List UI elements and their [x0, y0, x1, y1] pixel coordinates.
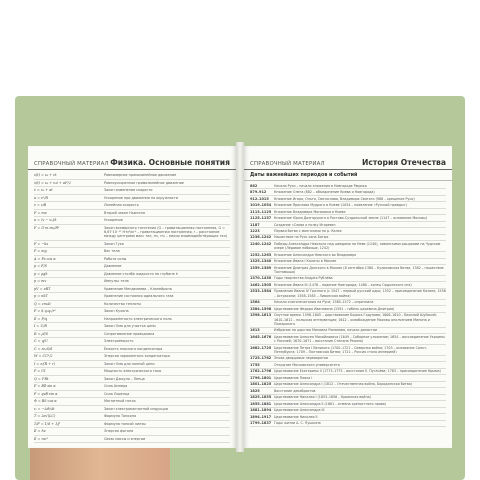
history-year: 1533–1584 — [250, 289, 272, 294]
formula-row — [34, 172, 230, 180]
formula: p = ρgh — [34, 271, 48, 276]
formula-row — [34, 316, 230, 324]
history-year: 1725–1762 — [250, 356, 272, 361]
history-event: Годы творчества Андрея Рублёва — [274, 276, 333, 281]
history-event: Княжение Юрия Долгорукого в Ростово-Суздальской земле (1147 – основание Москвы) — [274, 216, 427, 221]
formula-row — [34, 391, 230, 399]
history-event: Открытие Московского университета — [274, 362, 340, 367]
history-row — [250, 313, 446, 328]
formula-row — [34, 293, 230, 301]
formula-description: Давление столба жидкости на глубине h — [104, 271, 178, 276]
formula: T = 2π√(LC) — [34, 414, 56, 419]
formula: E = F/q — [34, 316, 48, 321]
formula-row — [34, 195, 230, 203]
formula: E = mc² — [34, 436, 48, 441]
history-year: 1755 — [250, 362, 260, 367]
formula: C = q/U — [34, 339, 48, 344]
history-year: 1825 — [250, 388, 260, 393]
history-year: 1236–1242 — [250, 235, 272, 240]
history-year: 1825–1855 — [250, 395, 272, 400]
history-year: 1113–1125 — [250, 209, 272, 214]
history-year: 1584–1598 — [250, 306, 272, 311]
formula-description: Мощность электрического тока — [104, 369, 162, 374]
formula-row — [34, 202, 230, 210]
formula-description: Электроёмкость — [104, 339, 134, 344]
formula-description: Сила Лоренца — [104, 391, 130, 396]
formula-description: Закон изменения скорости — [104, 188, 153, 192]
formula-row — [34, 210, 230, 218]
history-event: Царствование Петра I Великого (1700–1721 – Северная война; 1703 – основание Санкт-Петербурга; 1709 – Полтавская битва; 1721 – Россия стала империей) — [274, 345, 428, 354]
history-event: Царствование Александра I (1812 – Отечественная война, Бородинская битва) — [274, 382, 413, 387]
formula-row — [34, 428, 230, 436]
history-year: 1187 — [250, 222, 260, 227]
formula: pV = νRT — [34, 286, 51, 291]
formula-description: Вес тела — [104, 249, 120, 254]
formula: x(t) = x₀ + vt — [34, 173, 57, 177]
history-year: 1240–1242 — [250, 241, 272, 246]
formula-row — [34, 187, 230, 195]
history-event: Восстание декабристов — [274, 388, 316, 393]
formula-row — [34, 301, 230, 309]
history-event: Начало книгопечатания на Руси; 1565–1572 – опричнина — [274, 300, 374, 305]
formula-description: Сопротивление проводника — [104, 331, 155, 336]
left-page — [28, 146, 236, 448]
formula: εᵢ = −ΔΦ/Δt — [34, 406, 55, 411]
formula: Q = cmΔt — [34, 301, 51, 306]
formula: I = U/R — [34, 324, 47, 329]
history-row — [250, 345, 446, 356]
history-year: 1359–1389 — [250, 265, 272, 270]
history-year: 1613 — [250, 328, 260, 333]
history-year: 879–912 — [250, 190, 267, 195]
cover-illustration — [30, 448, 170, 480]
left-page-header — [28, 146, 236, 170]
formula: p = nkT — [34, 294, 48, 299]
formula-description: Равноускоренное прямолинейное движение — [104, 180, 184, 185]
history-row — [250, 241, 446, 252]
formula-description: Уравнение состояния идеального газа — [104, 294, 174, 299]
history-event: Годы жизни А. С. Пушкина — [274, 421, 321, 426]
formula-row — [34, 398, 230, 406]
formula: W = CU²/2 — [34, 354, 53, 359]
formula: F = qvB·sin α — [34, 391, 58, 396]
formula: x(t) = x₀ + v₀t + at²/2 — [34, 180, 71, 185]
formula-row — [34, 217, 230, 225]
formula-row — [34, 413, 230, 421]
history-event: Княжение Ивана I Калиты в Москве — [274, 259, 337, 264]
history-event: Нашествие на Русь хана Батыя — [274, 235, 329, 240]
history-year: 1855–1881 — [250, 401, 272, 406]
formula-description: Закон Джоуля – Ленца — [104, 376, 145, 381]
formula: p = mv — [34, 279, 47, 284]
formula: A = Fs·cos α — [34, 256, 56, 261]
history-row — [250, 265, 446, 276]
history-year: 1125–1157 — [250, 216, 272, 221]
history-event: Царствование Алексея Михайловича (1649 – Соборное уложение; 1654 – воссоединение Украины с Россией; 1670–1671 – восстание Степана Разина) — [274, 334, 445, 344]
formula-description: Магнитный поток — [104, 399, 136, 404]
history-event: Княжение Дмитрия Донского в Москве (8 сентября 1380 – Куликовская битва, 1382 – нашествие Тохтамыша) — [274, 265, 444, 274]
history-event: Царствование Николая I (1853–1856 – Крымская война) — [274, 395, 371, 400]
formula-description: Закон электромагнитной индукции — [104, 406, 168, 411]
history-event: Победы Александра Невского над шведами на Неве (1240), ливонскими рыцарями на Чудском озере (Ледовое побоище, 1242) — [274, 241, 441, 251]
history-year: 1762–1796 — [250, 369, 272, 374]
formula-description: Закон Гука — [104, 241, 124, 246]
formula-description: Равномерное прямолинейное движение — [104, 173, 177, 177]
history-event: Княжение Олега (882 – объединение Киева и Новгорода) — [274, 190, 375, 195]
formula: F = BIl·sin α — [34, 384, 56, 389]
formula-description: Закон Ома для участка цепи — [104, 324, 156, 329]
formula-description: Энергия заряженного конденсатора — [104, 354, 170, 359]
formula-row — [34, 361, 230, 369]
formula-description: Ускорение при движении по окружности — [104, 195, 178, 200]
history-year: 912–1015 — [250, 196, 269, 201]
formula-row — [34, 225, 230, 241]
formula: 1/F = 1/d + 1/f — [34, 421, 60, 426]
formula: F = k·q₁q₂/r² — [34, 309, 56, 314]
history-subheader: Даты важнейших периодов и событий — [244, 170, 452, 181]
formula: v = ωR — [34, 203, 47, 207]
formula-row — [34, 346, 230, 354]
formula: p = F/S — [34, 264, 47, 269]
formula: Φ = BS·cos α — [34, 399, 57, 404]
formula-row — [34, 376, 230, 384]
formula-description: Закон всемирного тяготения (G – гравитационная постоянная, G = 6,67·10⁻¹¹ Н·м²/кг² – гравитационная постоянная, r – расстояние между центрами масс тел, m₁, m₂ – массы взаимодействующих тел) — [104, 225, 228, 239]
formula: Q = I²Rt — [34, 376, 49, 381]
history-event: Царствование Екатерины II (1773–1775 – восстание Е. Пугачёва; 1783 – присоединение Крыма) — [274, 369, 441, 374]
formula-row — [34, 263, 230, 271]
formula-row — [34, 256, 230, 264]
left-page-label: СПРАВОЧНЫЙ МАТЕРИАЛ — [34, 161, 109, 167]
history-event: Царствование Федора Ивановича (1591 – гибель царевича Дмитрия) — [274, 306, 395, 311]
history-row — [250, 421, 446, 427]
history-event: Царствование Александра III — [274, 408, 325, 413]
formula-description: Закон Кулона — [104, 309, 129, 314]
history-year: 1564 — [250, 300, 260, 305]
history-event: Княжение Александра Невского во Владимире — [274, 252, 357, 257]
formula-description: Формула тонкой линзы — [104, 421, 146, 426]
history-year: 1252–1263 — [250, 252, 272, 257]
history-year: 1801–1825 — [250, 382, 272, 387]
history-event: Первая битва с монголами на р. Калке — [274, 228, 342, 233]
formula-row — [34, 353, 230, 361]
formula: R = ρl/S — [34, 331, 49, 336]
formula-row — [34, 271, 230, 279]
formula: F = G·m₁m₂/R² — [34, 225, 60, 230]
history-year: 1370–1430 — [250, 276, 272, 281]
history-year: 1325–1340 — [250, 259, 272, 264]
formula-description: Сила Ампера — [104, 384, 128, 389]
formula-row — [34, 180, 230, 188]
formula-description: Напряжённость электрического поля — [104, 316, 172, 321]
formula: P = mg — [34, 249, 47, 254]
left-page-title: Физика. Основные понятия — [110, 158, 230, 167]
formula-row — [34, 421, 230, 429]
formula-row — [34, 368, 230, 376]
right-page-header — [244, 146, 452, 170]
history-year: 1598–1613 — [250, 313, 272, 318]
history-year: 1223 — [250, 228, 260, 233]
formula-description: Ускорение — [104, 218, 123, 222]
right-page-label: СПРАВОЧНЫЙ МАТЕРИАЛ — [250, 161, 325, 167]
formula-description: Давление — [104, 264, 122, 269]
notebook-spine — [236, 142, 244, 452]
history-row — [250, 289, 446, 300]
history-year: 1462–1505 — [250, 282, 272, 287]
history-event: Княжение Ярослава Мудрого в Киеве (1054 – появление «Русской правды») — [274, 203, 407, 208]
history-event: Княжение Ивана III (1478 – падение Новгорода; 1480 – конец Ордынского ига) — [274, 282, 412, 287]
history-event: Царствование Александра II (1861 – отмена крепостного права) — [274, 401, 387, 406]
formula-row — [34, 286, 230, 294]
history-date-list — [244, 181, 452, 427]
formula: F = ma — [34, 210, 47, 215]
formula-description: Закон Ома для полной цепи — [104, 361, 155, 366]
history-event: Княжение Владимира Мономаха в Киеве — [274, 209, 346, 214]
right-page — [244, 146, 452, 448]
history-year: 862 — [250, 183, 258, 188]
formula-row — [34, 308, 230, 316]
formula-description: Связь массы и энергии — [104, 436, 146, 441]
history-year: 1645–1676 — [250, 334, 272, 339]
formula: E = hν — [34, 429, 46, 434]
right-page-title: История Отечества — [362, 158, 446, 167]
formula-row — [34, 248, 230, 256]
history-year: 1881–1894 — [250, 408, 272, 413]
formula-description: Ёмкость плоского конденсатора — [104, 346, 163, 351]
history-year: 1894–1917 — [250, 414, 272, 419]
history-year: 1796–1801 — [250, 375, 272, 380]
history-year: 1682–1725 — [250, 345, 272, 350]
history-row — [250, 334, 446, 345]
history-year: 1799–1837 — [250, 421, 272, 426]
formula-description: Импульс тела — [104, 279, 129, 284]
formula-row — [34, 241, 230, 249]
formula: a = (v − v₀)/t — [34, 218, 57, 222]
history-event: Царствование Николая II — [274, 414, 318, 419]
formula-description: Работа силы — [104, 256, 127, 261]
formula: P = UI — [34, 369, 46, 374]
formula-row — [34, 331, 230, 339]
history-event: Правление Ивана IV Грозного (с 1547 – первый русский царь; 1552 – присоединение Казани, 1556 – Астрахани; 1558–1583 – Ливонская война) — [274, 289, 446, 298]
formula-row — [34, 278, 230, 286]
history-event: Княжение Игоря, Ольги, Святослава, Владимира Святого (988 – крещение Руси) — [274, 196, 415, 201]
formula-description: Уравнение Менделеева – Клапейрона — [104, 286, 172, 291]
formula-description: Второй закон Ньютона — [104, 210, 145, 215]
history-year: 1019–1054 — [250, 203, 272, 208]
history-event: Царствование Павла I — [274, 375, 313, 380]
formula-row — [34, 406, 230, 414]
formula: a = v²/R — [34, 195, 48, 200]
formula: v = v₀ + at — [34, 188, 53, 192]
formula-row — [34, 436, 230, 444]
formula-description: Количество теплоты — [104, 301, 142, 306]
formula-row — [34, 323, 230, 331]
formula-row — [34, 338, 230, 346]
history-event: Начало Руси – начало княжения в Новгороде Рюрика — [274, 183, 367, 188]
formula: F = −kx — [34, 241, 49, 246]
physics-formula-list — [28, 170, 236, 443]
formula-description: Линейная скорость — [104, 203, 139, 207]
formula-description: Формула Томсона — [104, 414, 136, 419]
formula: I = ε/(R + r) — [34, 361, 56, 366]
history-event: Эпоха дворцовых переворотов — [274, 356, 328, 361]
history-event: Создание «Слова о полку Игореве» — [274, 222, 336, 227]
formula-row — [34, 383, 230, 391]
formula: C = εε₀S/d — [34, 346, 53, 351]
history-event: Избрание на царство Михаила Романова, начало династии — [274, 328, 378, 333]
history-event: Смутное время: 1598–1605 – царствование Бориса Годунова; 1606–1610 – Василий Шуйский; 1610–1612 – польская интервенция; 1612 – освобождение Москвы ополчением Минина и Пожарского — [274, 313, 437, 326]
formula-description: Энергия фотона — [104, 429, 134, 434]
